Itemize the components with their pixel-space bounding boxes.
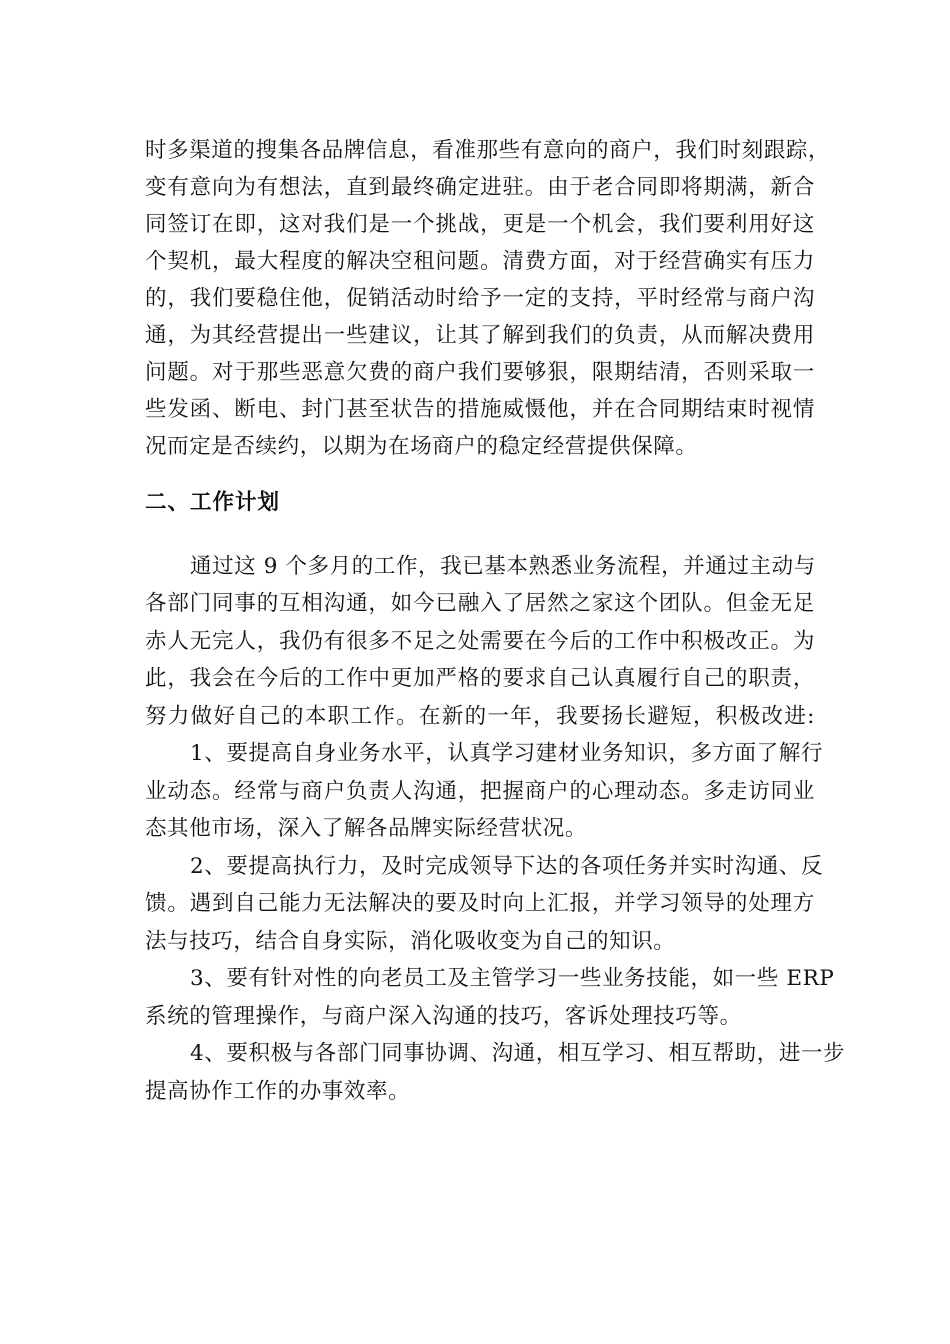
text-line: 时多渠道的搜集各品牌信息，看准那些有意向的商户，我们时刻跟踪，	[145, 138, 831, 163]
text-line: 系统的管理操作，与商户深入沟通的技巧，客诉处理技巧等。	[145, 1004, 742, 1029]
text-line: 馈。遇到自己能力无法解决的要及时向上汇报，并学习领导的处理方	[145, 891, 815, 916]
text-line: 3、要有针对性的向老员工及主管学习一些业务技能，如一些 ERP	[190, 966, 835, 991]
text-line: 提高协作工作的办事效率。	[145, 1079, 411, 1104]
text-line: 业动态。经常与商户负责人沟通，把握商户的心理动态。多走访同业	[145, 779, 815, 804]
text-line: 4、要积极与各部门同事协调、沟通，相互学习、相互帮助，进一步	[190, 1041, 846, 1066]
text-line: 的，我们要稳住他，促销活动时给予一定的支持，平时经常与商户沟	[145, 286, 815, 311]
text-line: 通过这 9 个多月的工作，我已基本熟悉业务流程，并通过主动与	[190, 554, 816, 579]
text-line: 些发函、断电、封门甚至状告的措施威慑他，并在合同期结束时视情	[145, 397, 815, 422]
text-line: 况而定是否续约，以期为在场商户的稳定经营提供保障。	[145, 434, 698, 459]
section-heading: 二、工作计划	[145, 490, 281, 515]
text-line: 努力做好自己的本职工作。在新的一年，我要扬长避短，积极改进:	[145, 704, 815, 729]
text-line: 态其他市场，深入了解各品牌实际经营状况。	[145, 816, 588, 841]
text-line: 问题。对于那些恶意欠费的商户我们要够狠，限期结清，否则采取一	[145, 360, 815, 385]
text-line: 各部门同事的互相沟通，如今已融入了居然之家这个团队。但金无足	[145, 591, 815, 616]
text-line: 同签订在即，这对我们是一个挑战，更是一个机会，我们要利用好这	[145, 212, 815, 237]
text-line: 此，我会在今后的工作中更加严格的要求自己认真履行自己的职责，	[145, 666, 815, 691]
text-line: 法与技巧，结合自身实际，消化吸收变为自己的知识。	[145, 929, 676, 954]
text-line: 通，为其经营提出一些建议，让其了解到我们的负责，从而解决费用	[145, 323, 815, 348]
text-line: 赤人无完人，我仍有很多不足之处需要在今后的工作中积极改正。为	[145, 629, 815, 654]
text-line: 2、要提高执行力，及时完成领导下达的各项任务并实时沟通、反	[190, 854, 824, 879]
text-line: 变有意向为有想法，直到最终确定进驻。由于老合同即将期满，新合	[145, 175, 815, 200]
text-line: 1、要提高自身业务水平，认真学习建材业务知识，多方面了解行	[190, 741, 824, 766]
text-line: 个契机，最大程度的解决空租问题。清费方面，对于经营确实有压力	[145, 249, 815, 274]
